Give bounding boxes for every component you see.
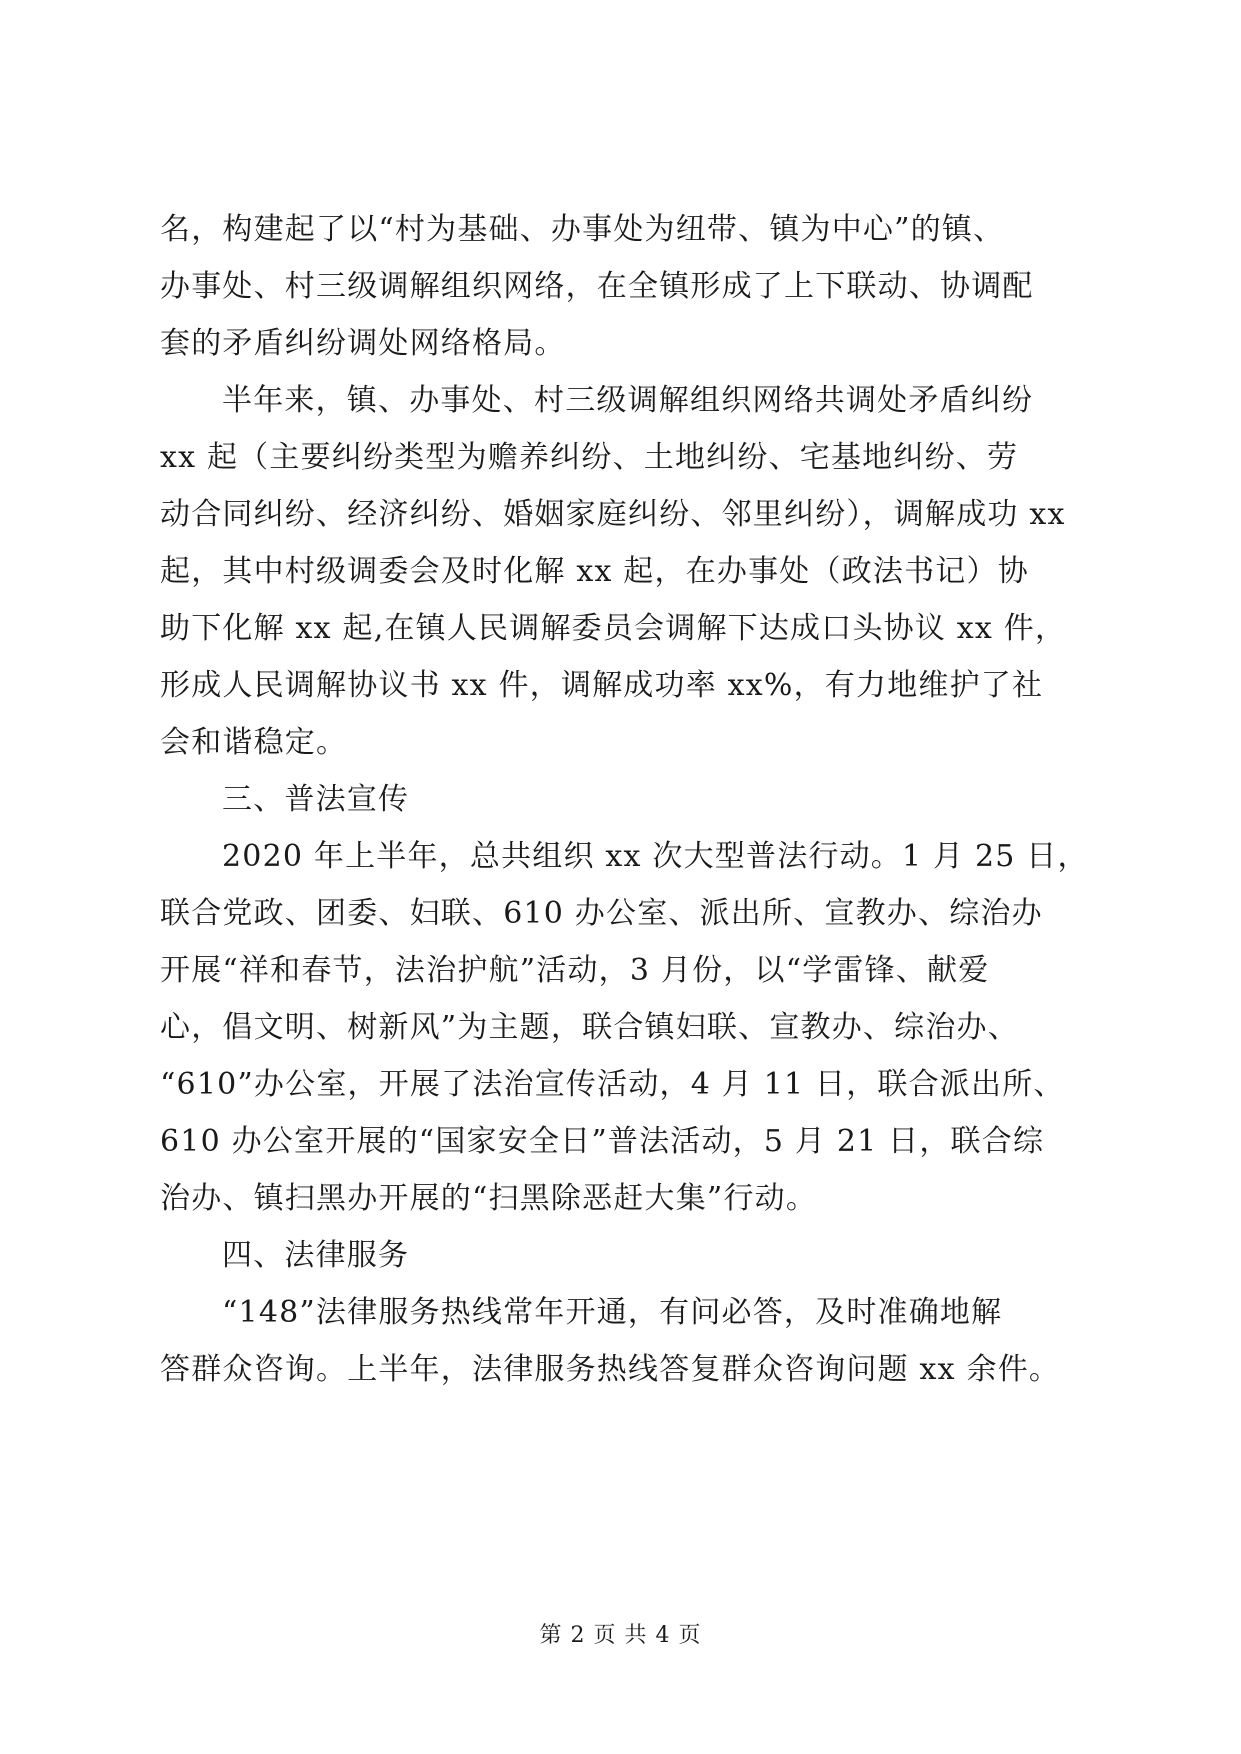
section-heading: 三、普法宣传: [222, 782, 410, 817]
page-number-footer: 第 2 页 共 4 页: [539, 1623, 702, 1648]
paragraph-line: 心，倡文明、树新风”为主题，联合镇妇联、宣教办、综治办、: [160, 1010, 1019, 1045]
paragraph-line: 起，其中村级调委会及时化解 xx 起，在办事处（政法书记）协: [160, 554, 1029, 589]
paragraph-line: 动合同纠纷、经济纠纷、婚姻家庭纠纷、邻里纠纷），调解成功 xx: [160, 497, 1066, 532]
paragraph-line: 助下化解 xx 起,在镇人民调解委员会调解下达成口头协议 xx 件，: [160, 611, 1067, 646]
paragraph-line: 半年来，镇、办事处、村三级调解组织网络共调处矛盾纠纷: [222, 383, 1034, 418]
paragraph-line: 610 办公室开展的“国家安全日”普法活动，5 月 21 日，联合综: [160, 1124, 1045, 1159]
section-heading: 四、法律服务: [222, 1238, 410, 1273]
paragraph-line: 套的矛盾纠纷调处网络格局。: [160, 326, 566, 361]
paragraph-line: 会和谐稳定。: [160, 725, 348, 760]
paragraph-line: 形成人民调解协议书 xx 件，调解成功率 xx%，有力地维护了社: [160, 668, 1044, 703]
paragraph-line: 名，构建起了以“村为基础、办事处为纽带、镇为中心”的镇、: [160, 212, 1005, 247]
paragraph-line: 联合党政、团委、妇联、610 办公室、派出所、宣教办、综治办: [160, 896, 1043, 931]
paragraph-line: “148”法律服务热线常年开通，有问必答，及时准确地解: [222, 1295, 1003, 1330]
paragraph-line: xx 起（主要纠纷类型为赡养纠纷、土地纠纷、宅基地纠纷、劳: [160, 440, 1019, 475]
paragraph-line: 治办、镇扫黑办开展的“扫黑除恶赶大集”行动。: [160, 1181, 818, 1216]
paragraph-line: 2020 年上半年，总共组织 xx 次大型普法行动。1 月 25 日，: [222, 839, 1089, 874]
paragraph-line: 答群众咨询。上半年，法律服务热线答复群众咨询问题 xx 余件。: [160, 1352, 1061, 1387]
paragraph-line: “610”办公室，开展了法治宣传活动，4 月 11 日，联合派出所、: [160, 1067, 1065, 1102]
paragraph-line: 办事处、村三级调解组织网络，在全镇形成了上下联动、协调配: [160, 269, 1034, 304]
paragraph-line: 开展“祥和春节，法治护航”活动，3 月份，以“学雷锋、献爱: [160, 953, 990, 988]
